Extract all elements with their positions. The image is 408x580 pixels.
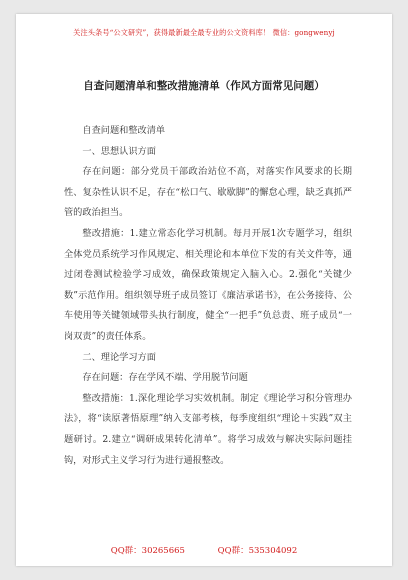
part2-problem: 存在问题：存在学风不端、学用脱节问题 (82, 372, 248, 384)
part2-measures: 整改措施：1.深化理论学习实效机制。制定《理论学习积分管理办法》，将“读原著悟原理”纳入支部考核，每季度组织“理论＋实践”双主题研讨。2.建立“调研成果转化清单”。将学习成效与解决实际问题挂钩，对形式主义学习行为进行通报整改。 (64, 392, 352, 466)
part1-measures: 整改措施：1.建立常态化学习机制。每月开展1次专题学习，组织全体党员系统学习作风规定、相关理论和本单位下发的有关文件等，通过闭卷测试检验学习成效，确保政策规定入脑入心。2.强化“关键少数”示范作用。组织领导班子成员签订《廉洁承诺书》，在公务接待、公车使用等关键领域带头执行制度，健全“一把手”负总责、班子成员“一岗双责”的责任体系。 (64, 227, 352, 342)
header-banner: 关注头条号“公文研究”，获得最新最全最专业的公文资料库！ 微信：gongwenyj (73, 28, 335, 37)
footer-qq-group-1: QQ群：30265665 (110, 546, 185, 556)
part1-heading: 一、思想认识方面 (82, 145, 156, 157)
document-page (16, 14, 392, 566)
document-body (64, 121, 352, 471)
part2-heading: 二、理论学习方面 (82, 351, 156, 363)
footer (16, 544, 392, 556)
section-heading: 自查问题和整改清单 (82, 125, 166, 136)
part1-problem: 存在问题：部分党员干部政治站位不高，对落实作风要求的长期性、复杂性认识不足，存在“松口气、歇歇脚”的懈怠心理，缺乏真抓严管的政治担当。 (64, 166, 352, 219)
footer-qq-group-2: QQ群：535304092 (217, 546, 298, 556)
document-title: 自查问题清单和整改措施清单（作风方面常见问题） (83, 80, 325, 92)
